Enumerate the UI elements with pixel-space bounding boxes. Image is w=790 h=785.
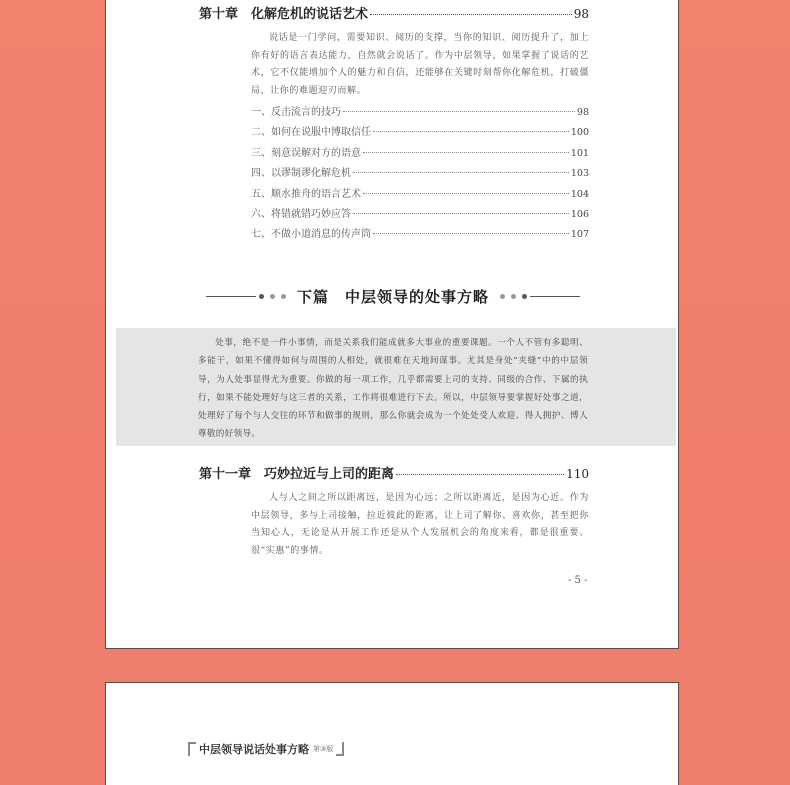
dot-leader: [373, 233, 569, 234]
chapter-10-description: 说话是一门学问，需要知识、阅历的支撑，当你的知识、阅历提升了，加上你有好的语言表达能力，自然就会说话了。作为中层领导，如果掌握了说话的艺术，它不仅能增加个人的魅力和自信，还能够在关键时刻帮你化解危机，打破僵局，让你的难题迎刃而解。: [251, 33, 589, 96]
dot-leader: [363, 193, 569, 194]
chapter-11-description: 人与人之间之所以距离远，是因为心远；之所以距离近，是因为心近。作为中层领导，多与上司接触，拉近彼此的距离，让上司了解你、喜欢你，甚至把你当知心人，无论是从开展工作还是从个人发展机会的角度来看，都是很重要、很“实惠”的事情。: [251, 493, 589, 556]
toc-item[interactable]: [251, 164, 589, 184]
toc-item[interactable]: [251, 123, 589, 143]
running-header: [188, 741, 344, 757]
bracket-right-ornament: [336, 742, 344, 756]
part-intro-box: [116, 328, 676, 446]
page-number: - 5 -: [568, 575, 588, 586]
dot-leader: [373, 131, 569, 132]
dot-leader: [396, 474, 564, 475]
toc-item[interactable]: [251, 103, 589, 123]
ornament-left: [206, 294, 289, 299]
toc-item-page: 100: [570, 127, 589, 139]
running-header-title: 中层领导说话处事方略: [199, 743, 309, 756]
chapter-10-heading[interactable]: [199, 3, 589, 22]
dot-leader: [353, 213, 569, 214]
book-page-next: [105, 682, 679, 785]
toc-item-label: 七、不做小道消息的传声筒: [251, 229, 371, 241]
chapter-10-title: 第十章 化解危机的说话艺术: [199, 7, 369, 22]
toc-item[interactable]: [251, 225, 589, 245]
toc-item-label: 五、顺水推舟的语言艺术: [251, 188, 361, 200]
ornament-right: [497, 294, 580, 299]
bracket-left-ornament: [188, 742, 196, 756]
toc-item-page: 106: [570, 208, 589, 220]
toc-item-label: 一、反击流言的技巧: [251, 107, 341, 118]
toc-item[interactable]: [251, 205, 589, 225]
chapter-11-page: 110: [566, 467, 589, 481]
toc-item-page: 104: [570, 188, 589, 200]
toc-item-page: 101: [570, 147, 589, 159]
toc-item-page: 103: [570, 168, 589, 180]
dot-leader: [363, 152, 569, 153]
toc-item[interactable]: [251, 185, 589, 205]
dot-leader: [343, 111, 575, 112]
toc-item-label: 四、以谬制谬化解危机: [251, 168, 351, 180]
toc-item-page: 98: [576, 107, 589, 118]
toc-item[interactable]: [251, 144, 589, 164]
toc-item-label: 三、刻意误解对方的语意: [251, 147, 361, 159]
chapter-11-title: 第十一章 巧妙拉近与上司的距离: [199, 467, 395, 482]
chapter-10-page: 98: [573, 7, 589, 21]
chapter-10-toc: [251, 103, 589, 246]
part-heading: [106, 286, 680, 307]
edition-label: 第③版: [313, 745, 334, 753]
toc-item-page: 107: [570, 229, 589, 241]
chapter-11-heading[interactable]: [199, 463, 589, 482]
book-page-5: [105, 0, 679, 649]
toc-item-label: 二、如何在说服中博取信任: [251, 127, 371, 139]
part-intro-text: 处事，绝不是一件小事情，而是关系我们能成就多大事业的重要课题。一个人不管有多聪明、多能干，如果不懂得如何与周围的人相处，就很难在天地间谋事。尤其是身处“夹缝”中的中层领导，为人处事显得尤为重要。你做的每一项工作，几乎都需要上司的支持、同级的合作、下属的执行，如果不能处理好与这三者的关系，工作将很难进行下去。所以，中层领导要掌握好处事之道，处理好了每个与人交往的环节和做事的规则，那么你就会成为一个处处受人欢迎、得人拥护、博人尊敬的好领导。: [198, 338, 588, 440]
dot-leader: [353, 172, 569, 173]
dot-leader: [370, 14, 572, 15]
part-title: 下篇 中层领导的处事方略: [296, 288, 489, 306]
toc-item-label: 六、将错就错巧妙应答: [251, 208, 351, 220]
